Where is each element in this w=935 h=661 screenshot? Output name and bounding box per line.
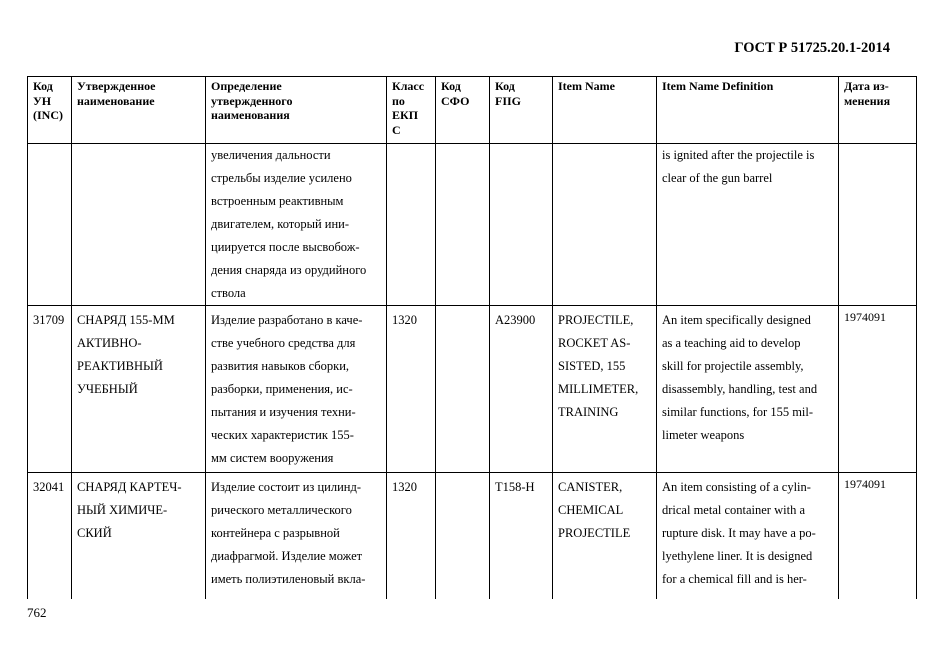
cell-class [387, 144, 436, 306]
header-item-name-definition: Item Name Definition [657, 77, 839, 144]
cell-sfo [436, 473, 490, 600]
header-sfo: Код СФО [436, 77, 490, 144]
cell-change-date: 1974091 [839, 306, 917, 473]
cell-class: 1320 [387, 473, 436, 600]
table-row [28, 144, 917, 306]
header-class: Класс по ЕКП С [387, 77, 436, 144]
cell-definition: Изделие состоит из цилинд- рического металлического контейнера с разрывной диафрагмой. Изделие может иметь полиэтиленовый вкла- [206, 473, 387, 600]
cell-change-date: 1974091 [839, 473, 917, 600]
header-item-name: Item Name [553, 77, 657, 144]
cell-item-name [553, 144, 657, 306]
cell-approved-name [72, 144, 206, 306]
cell-inc: 31709 [28, 306, 72, 473]
cell-inc [28, 144, 72, 306]
cell-approved-name: СНАРЯД КАРТЕЧ- НЫЙ ХИМИЧЕ- СКИЙ [72, 473, 206, 600]
cell-fiig: T158-H [490, 473, 553, 600]
cell-sfo [436, 306, 490, 473]
catalog-table [27, 76, 917, 599]
cell-fiig: A23900 [490, 306, 553, 473]
header-definition: Определение утвержденного наименования [206, 77, 387, 144]
cell-approved-name: СНАРЯД 155-ММ АКТИВНО- РЕАКТИВНЫЙ УЧЕБНЫЙ [72, 306, 206, 473]
cell-definition: увеличения дальности стрельбы изделие усилено встроенным реактивным двигателем, который ини- циируется после высвобож- дения снаряда из орудийного ствола [206, 144, 387, 306]
table-row [28, 473, 917, 600]
cell-item-name-definition: An item consisting of a cylin- drical metal container with a rupture disk. It may have a po- lyethylene liner. It is designed for a chemical fill and is her- [657, 473, 839, 600]
header-fiig: Код FIIG [490, 77, 553, 144]
cell-inc: 32041 [28, 473, 72, 600]
cell-fiig [490, 144, 553, 306]
header-approved-name: Утвержденное наименование [72, 77, 206, 144]
cell-sfo [436, 144, 490, 306]
cell-class: 1320 [387, 306, 436, 473]
table-row [28, 306, 917, 473]
cell-item-name-definition: An item specifically designed as a teaching aid to develop skill for projectile assembly, disassembly, handling, test and similar functions, for 155 mil- limeter weapons [657, 306, 839, 473]
cell-change-date [839, 144, 917, 306]
standard-number: ГОСТ Р 51725.20.1-2014 [734, 40, 890, 56]
table-header-row [28, 77, 917, 144]
header-inc: Код УН (INC) [28, 77, 72, 144]
cell-item-name: CANISTER, CHEMICAL PROJECTILE [553, 473, 657, 600]
cell-definition: Изделие разработано в каче- стве учебного средства для развития навыков сборки, разборки, применения, ис- пытания и изучения техни- ческих характеристик 155- мм систем вооружения [206, 306, 387, 473]
page-number: 762 [27, 605, 47, 620]
cell-item-name: PROJECTILE, ROCKET AS- SISTED, 155 MILLIMETER, TRAINING [553, 306, 657, 473]
cell-item-name-definition: is ignited after the projectile is clear of the gun barrel [657, 144, 839, 306]
header-change-date: Дата из- менения [839, 77, 917, 144]
